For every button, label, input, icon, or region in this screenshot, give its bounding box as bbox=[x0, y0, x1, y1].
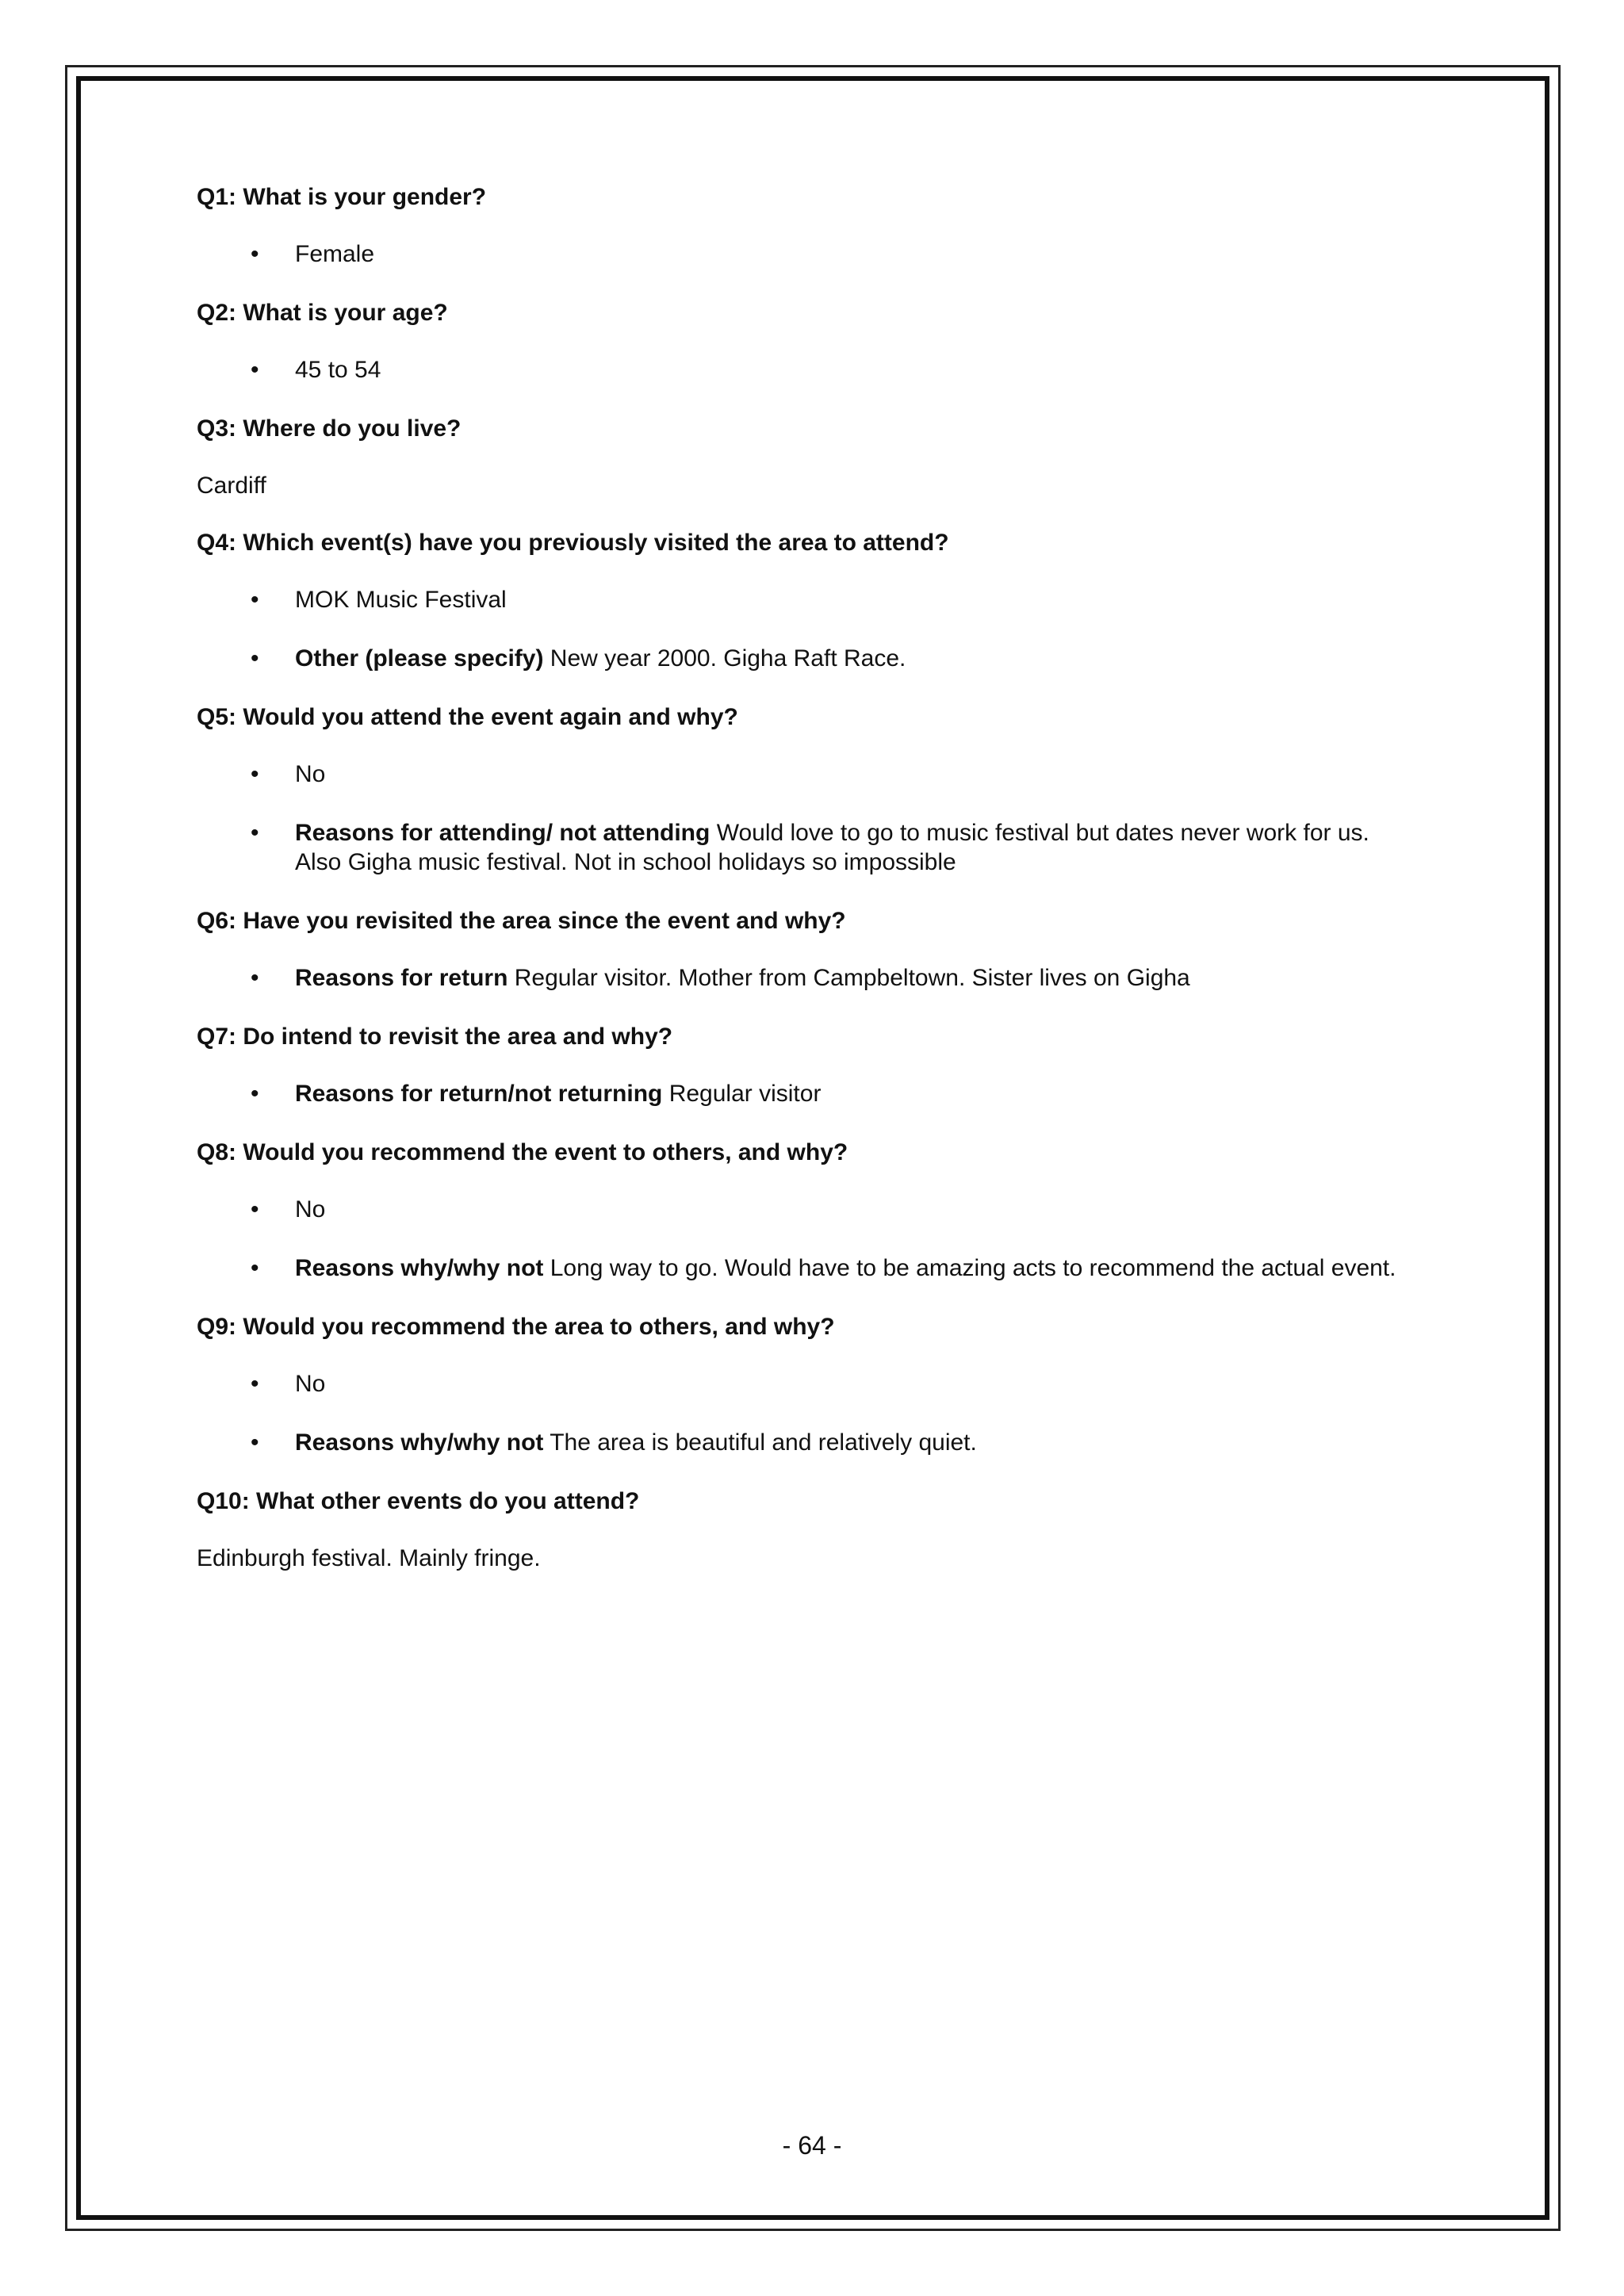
answer-text: No bbox=[295, 1196, 326, 1223]
question-10: Q10: What other events do you attend? bbox=[197, 1488, 640, 1514]
answer-text: No bbox=[295, 1371, 326, 1397]
answer-item bbox=[197, 1079, 1418, 1108]
answer-item bbox=[197, 1253, 1418, 1283]
answer-item bbox=[197, 644, 1418, 673]
answers-7 bbox=[197, 1079, 1418, 1108]
question-4: Q4: Which event(s) have you previously visited the area to attend? bbox=[197, 530, 949, 556]
bullet-icon: • bbox=[251, 820, 259, 846]
answers-6 bbox=[197, 963, 1418, 993]
answer-text: The area is beautiful and relatively quiet. bbox=[550, 1429, 977, 1456]
answer-text: Long way to go. Would have to be amazing acts to recommend the actual event. bbox=[550, 1255, 1396, 1281]
question-9: Q9: Would you recommend the area to others, and why? bbox=[197, 1314, 835, 1340]
answer-text: New year 2000. Gigha Raft Race. bbox=[550, 645, 906, 672]
question-5: Q5: Would you attend the event again and why? bbox=[197, 704, 738, 730]
bullet-icon: • bbox=[251, 587, 259, 613]
answer-item bbox=[197, 585, 1418, 614]
bullet-icon: • bbox=[251, 1255, 259, 1281]
answers-2 bbox=[197, 355, 1418, 385]
bullet-icon: • bbox=[251, 357, 259, 383]
answer-item bbox=[197, 239, 1418, 269]
answer-item bbox=[197, 818, 1418, 877]
survey-response bbox=[197, 182, 1418, 1601]
bullet-icon: • bbox=[251, 761, 259, 787]
answer-label: Reasons why/why not bbox=[295, 1255, 544, 1281]
page-number: - 64 - bbox=[782, 2131, 842, 2160]
answers-4 bbox=[197, 585, 1418, 673]
answer-label: Reasons for return bbox=[295, 965, 508, 991]
bullet-icon: • bbox=[251, 1429, 259, 1456]
bullet-icon: • bbox=[251, 645, 259, 672]
question-3: Q3: Where do you live? bbox=[197, 415, 462, 442]
answer-text: No bbox=[295, 761, 326, 787]
question-6: Q6: Have you revisited the area since the event and why? bbox=[197, 908, 846, 934]
answer-text: 45 to 54 bbox=[295, 357, 381, 383]
bullet-icon: • bbox=[251, 965, 259, 991]
answer-item bbox=[197, 355, 1418, 385]
bullet-icon: • bbox=[251, 1371, 259, 1397]
answer-item bbox=[197, 1428, 1418, 1457]
answer-label: Reasons for attending/ not attending bbox=[295, 820, 710, 846]
answers-1 bbox=[197, 239, 1418, 269]
answers-9 bbox=[197, 1369, 1418, 1457]
bullet-icon: • bbox=[251, 241, 259, 267]
answer-item bbox=[197, 1369, 1418, 1399]
question-2: Q2: What is your age? bbox=[197, 300, 448, 326]
answer-item bbox=[197, 963, 1418, 993]
answer-text: Would love to go to music festival but dates never work for us. Also Gigha music festival. Not in school holidays so impossible bbox=[295, 820, 1369, 875]
answer-text: Female bbox=[295, 241, 375, 267]
answer-text: Regular visitor. Mother from Campbeltown. Sister lives on Gigha bbox=[514, 965, 1190, 991]
answer-label: Other (please specify) bbox=[295, 645, 544, 672]
answer-text: MOK Music Festival bbox=[295, 587, 507, 613]
answer-text: Edinburgh festival. Mainly fringe. bbox=[197, 1545, 541, 1571]
question-1: Q1: What is your gender? bbox=[197, 184, 487, 210]
answer-text: Regular visitor bbox=[668, 1081, 822, 1107]
answers-8 bbox=[197, 1195, 1418, 1283]
answer-label: Reasons why/why not bbox=[295, 1429, 544, 1456]
question-8: Q8: Would you recommend the event to others, and why? bbox=[197, 1139, 848, 1165]
bullet-icon: • bbox=[251, 1196, 259, 1223]
answers-5 bbox=[197, 760, 1418, 877]
answer-label: Reasons for return/not returning bbox=[295, 1081, 663, 1107]
question-7: Q7: Do intend to revisit the area and why? bbox=[197, 1024, 673, 1050]
answer-item bbox=[197, 1195, 1418, 1224]
bullet-icon: • bbox=[251, 1081, 259, 1107]
answer-item bbox=[197, 760, 1418, 789]
answer-text: Cardiff bbox=[197, 473, 266, 499]
